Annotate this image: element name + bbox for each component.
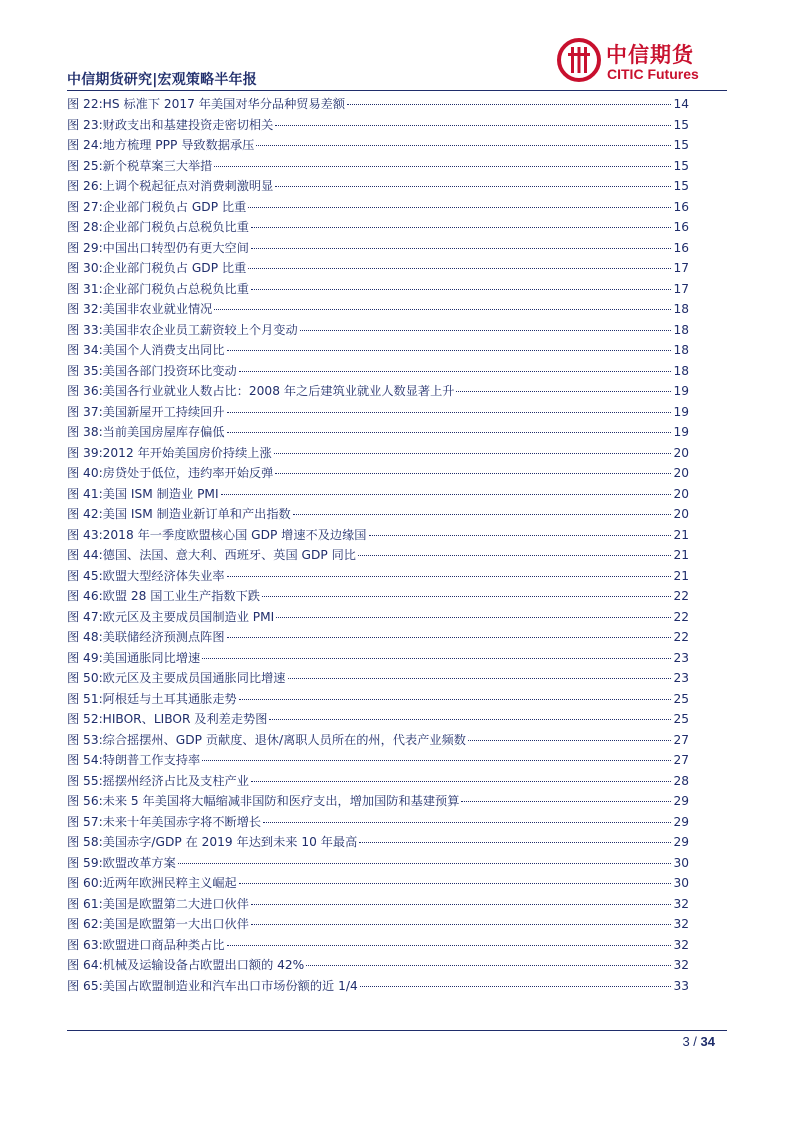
toc-dot-leader [262, 596, 671, 597]
toc-entry-label: 图 34:美国个人消费支出同比 [67, 343, 225, 357]
logo-english-name: CITIC Futures [607, 66, 699, 82]
toc-dot-leader [202, 760, 671, 761]
toc-entry-label: 图 41:美国 ISM 制造业 PMI [67, 486, 219, 501]
toc-dot-leader [288, 678, 672, 679]
toc-entry-label: 图 22:HS 标准下 2017 年美国对华分品种贸易差额 [67, 97, 346, 111]
citic-logo-icon [556, 37, 602, 83]
toc-entry-page: 16 [673, 240, 689, 255]
toc-dot-leader [227, 576, 671, 577]
toc-dot-leader [227, 637, 671, 638]
toc-entry[interactable] [67, 279, 727, 300]
toc-dot-leader [248, 207, 671, 208]
toc-dot-leader [251, 227, 671, 228]
toc-entry-label: 图 43:2018 年一季度欧盟核心国 GDP 增速不及边缘国 [67, 527, 367, 542]
toc-entry-label: 图 46:欧盟 28 国工业生产指数下跌 [67, 589, 260, 603]
toc-dot-leader [456, 391, 671, 392]
toc-dot-leader [306, 965, 671, 966]
toc-entry-page: 17 [673, 261, 689, 275]
toc-entry-page: 18 [673, 322, 689, 337]
toc-entry-page: 22 [673, 630, 689, 644]
toc-entry[interactable] [67, 914, 727, 935]
toc-entry-label: 图 49:美国通胀同比增速 [67, 650, 201, 665]
toc-entry-label: 图 36:美国各行业就业人数占比：2008 年之后建筑业就业人数显著上升 [67, 384, 455, 398]
toc-entry[interactable] [67, 238, 727, 259]
toc-entry-page: 16 [673, 199, 689, 214]
toc-entry-page: 25 [673, 712, 689, 726]
toc-entry[interactable] [67, 545, 727, 566]
toc-entry[interactable] [67, 197, 727, 218]
toc-entry[interactable] [67, 135, 727, 156]
toc-entry-label: 图 55:摇摆州经济占比及支柱产业 [67, 773, 249, 788]
toc-entry-label: 图 58:美国赤字/GDP 在 2019 年达到未来 10 年最高 [67, 835, 358, 849]
toc-entry-page: 15 [673, 158, 689, 173]
toc-entry-page: 15 [673, 117, 689, 132]
toc-entry-label: 图 61:美国是欧盟第二大进口伙伴 [67, 896, 249, 911]
toc-entry[interactable] [67, 832, 727, 853]
citic-futures-logo [556, 37, 716, 87]
toc-entry-label: 图 25:新个税草案三大举措 [67, 158, 213, 173]
toc-entry-page: 27 [673, 753, 689, 767]
toc-entry-page: 20 [673, 466, 689, 480]
toc-entry[interactable] [67, 648, 727, 669]
toc-entry[interactable] [67, 94, 727, 115]
toc-entry[interactable] [67, 894, 727, 915]
toc-entry-page: 21 [673, 527, 689, 542]
toc-entry[interactable] [67, 340, 727, 361]
toc-entry[interactable] [67, 771, 727, 792]
toc-entry-label: 图 42:美国 ISM 制造业新订单和产出指数 [67, 507, 291, 521]
toc-entry[interactable] [67, 668, 727, 689]
toc-entry-label: 图 57:未来十年美国赤字将不断增长 [67, 814, 262, 829]
toc-entry[interactable] [67, 586, 727, 607]
toc-dot-leader [251, 248, 671, 249]
page-current: 3 [682, 1034, 690, 1049]
toc-dot-leader [293, 514, 671, 515]
toc-entry-label: 图 47:欧元区及主要成员国制造业 PMI [67, 609, 275, 624]
toc-entry[interactable] [67, 730, 727, 751]
toc-dot-leader [251, 781, 671, 782]
logo-chinese-name: 中信期货 [606, 43, 694, 67]
toc-entry-page: 15 [673, 138, 689, 152]
toc-dot-leader [263, 822, 671, 823]
toc-entry[interactable] [67, 258, 727, 279]
toc-entry-page: 29 [673, 794, 689, 808]
toc-entry-label: 图 59:欧盟改革方案 [67, 855, 176, 870]
toc-entry-label: 图 51:阿根廷与土耳其通胀走势 [67, 691, 237, 706]
toc-entry-label: 图 35:美国各部门投资环比变动 [67, 363, 237, 378]
toc-entry-label: 图 50:欧元区及主要成员国通胀同比增速 [67, 671, 286, 685]
toc-entry[interactable] [67, 791, 727, 812]
toc-dot-leader [248, 268, 671, 269]
toc-entry-label: 图 32:美国非农业就业情况 [67, 302, 213, 316]
toc-entry-label: 图 53:综合摇摆州、GDP 贡献度、退休/离职人员所在的州，代表产业频数 [67, 732, 466, 747]
toc-entry-page: 18 [673, 343, 689, 357]
toc-entry-page: 21 [673, 548, 689, 562]
toc-entry-label: 图 24:地方梳理 PPP 导致数据承压 [67, 138, 255, 152]
toc-entry[interactable] [67, 484, 727, 505]
toc-entry[interactable] [67, 217, 727, 238]
toc-entry-label: 图 45:欧盟大型经济体失业率 [67, 568, 225, 583]
toc-entry-label: 图 33:美国非农企业员工薪资较上个月变动 [67, 322, 298, 337]
toc-dot-leader [274, 453, 671, 454]
toc-entry[interactable] [67, 566, 727, 587]
toc-dot-leader [227, 945, 671, 946]
toc-entry[interactable] [67, 689, 727, 710]
toc-entry[interactable] [67, 361, 727, 382]
toc-entry-page: 30 [673, 876, 689, 890]
toc-dot-leader [300, 330, 671, 331]
toc-entry-label: 图 26:上调个税起征点对消费刺激明显 [67, 179, 274, 193]
toc-entry-page: 32 [673, 896, 689, 911]
page-number [682, 1034, 715, 1049]
toc-entry[interactable] [67, 320, 727, 341]
toc-entry-page: 20 [673, 445, 689, 460]
toc-entry[interactable] [67, 156, 727, 177]
toc-entry-label: 图 60:近两年欧洲民粹主义崛起 [67, 876, 237, 890]
toc-entry-page: 20 [673, 507, 689, 521]
toc-entry-label: 图 23:财政支出和基建投资走密切相关 [67, 117, 274, 132]
toc-dot-leader [275, 186, 671, 187]
toc-dot-leader [461, 801, 671, 802]
toc-entry[interactable] [67, 115, 727, 136]
toc-entry[interactable] [67, 504, 727, 525]
toc-entry-page: 21 [673, 568, 689, 583]
toc-entry-label: 图 29:中国出口转型仍有更大空间 [67, 240, 249, 255]
toc-entry-page: 23 [673, 671, 689, 685]
toc-entry-page: 32 [673, 958, 689, 972]
toc-entry-label: 图 54:特朗普工作支持率 [67, 753, 201, 767]
toc-dot-leader [221, 494, 671, 495]
toc-dot-leader [468, 740, 671, 741]
toc-entry-label: 图 65:美国占欧盟制造业和汽车出口市场份额的近 1/4 [67, 978, 358, 993]
toc-entry-label: 图 31:企业部门税负占总税负比重 [67, 281, 249, 296]
toc-entry-page: 32 [673, 937, 689, 952]
toc-entry[interactable] [67, 422, 727, 443]
toc-dot-leader [214, 309, 671, 310]
toc-dot-leader [202, 658, 671, 659]
toc-entry[interactable] [67, 627, 727, 648]
toc-entry[interactable] [67, 402, 727, 423]
toc-entry-label: 图 40:房贷处于低位，违约率开始反弹 [67, 466, 274, 480]
toc-entry[interactable] [67, 381, 727, 402]
toc-entry[interactable] [67, 176, 727, 197]
page-separator: / [689, 1034, 701, 1049]
toc-entry[interactable] [67, 463, 727, 484]
header-divider [67, 90, 727, 91]
toc-entry-page: 18 [673, 363, 689, 378]
toc-dot-leader [251, 924, 671, 925]
toc-dot-leader [269, 719, 671, 720]
toc-entry-label: 图 64:机械及运输设备占欧盟出口额的 42% [67, 958, 305, 972]
toc-entry[interactable] [67, 525, 727, 546]
toc-entry-page: 19 [673, 404, 689, 419]
toc-entry-page: 19 [673, 384, 689, 398]
toc-entry-label: 图 52:HIBOR、LIBOR 及利差走势图 [67, 712, 268, 726]
toc-entry-label: 图 39:2012 年开始美国房价持续上涨 [67, 445, 272, 460]
toc-entry-page: 29 [673, 835, 689, 849]
toc-entry[interactable] [67, 853, 727, 874]
toc-dot-leader [256, 145, 671, 146]
toc-entry-page: 22 [673, 589, 689, 603]
toc-entry[interactable] [67, 812, 727, 833]
figure-index-list [67, 94, 727, 996]
toc-entry[interactable] [67, 976, 727, 997]
toc-dot-leader [347, 104, 671, 105]
toc-entry-label: 图 37:美国新屋开工持续回升 [67, 404, 225, 419]
toc-entry[interactable] [67, 750, 727, 771]
toc-entry[interactable] [67, 873, 727, 894]
toc-entry-page: 27 [673, 732, 689, 747]
toc-entry-label: 图 30:企业部门税负占 GDP 比重 [67, 261, 247, 275]
toc-entry-page: 19 [673, 425, 689, 439]
toc-entry[interactable] [67, 709, 727, 730]
toc-entry-page: 28 [673, 773, 689, 788]
toc-entry-page: 15 [673, 179, 689, 193]
toc-entry[interactable] [67, 955, 727, 976]
toc-entry-page: 33 [673, 978, 689, 993]
toc-entry-label: 图 27:企业部门税负占 GDP 比重 [67, 199, 247, 214]
toc-dot-leader [251, 904, 671, 905]
toc-dot-leader [275, 125, 671, 126]
toc-entry-page: 20 [673, 486, 689, 501]
toc-entry-page: 17 [673, 281, 689, 296]
report-header-title: 中信期货研究|宏观策略半年报 [67, 72, 257, 88]
toc-dot-leader [251, 289, 671, 290]
toc-entry-label: 图 44:德国、法国、意大利、西班牙、英国 GDP 同比 [67, 548, 356, 562]
toc-entry-label: 图 38:当前美国房屋库存偏低 [67, 425, 225, 439]
toc-entry[interactable] [67, 443, 727, 464]
toc-entry-page: 23 [673, 650, 689, 665]
toc-dot-leader [358, 555, 671, 556]
toc-entry-label: 图 56:未来 5 年美国将大幅缩减非国防和医疗支出，增加国防和基建预算 [67, 794, 460, 808]
page-total: 34 [700, 1034, 715, 1049]
toc-entry-label: 图 28:企业部门税负占总税负比重 [67, 220, 249, 234]
toc-dot-leader [239, 883, 671, 884]
toc-entry-label: 图 63:欧盟进口商品种类占比 [67, 937, 225, 952]
toc-entry-page: 29 [673, 814, 689, 829]
toc-dot-leader [214, 166, 671, 167]
toc-dot-leader [359, 842, 671, 843]
toc-entry-label: 图 48:美联储经济预测点阵图 [67, 630, 225, 644]
toc-dot-leader [360, 986, 671, 987]
toc-dot-leader [178, 863, 671, 864]
toc-dot-leader [239, 699, 671, 700]
toc-entry-page: 18 [673, 302, 689, 316]
toc-dot-leader [275, 473, 671, 474]
toc-entry-label: 图 62:美国是欧盟第一大出口伙伴 [67, 917, 249, 931]
footer-divider [67, 1030, 727, 1031]
toc-dot-leader [239, 371, 671, 372]
toc-dot-leader [369, 535, 672, 536]
toc-entry-page: 16 [673, 220, 689, 234]
toc-entry-page: 25 [673, 691, 689, 706]
toc-entry-page: 22 [673, 609, 689, 624]
toc-dot-leader [227, 350, 671, 351]
toc-entry[interactable] [67, 299, 727, 320]
toc-entry-page: 14 [673, 97, 689, 111]
toc-dot-leader [276, 617, 671, 618]
toc-entry[interactable] [67, 607, 727, 628]
toc-dot-leader [227, 412, 671, 413]
toc-entry[interactable] [67, 935, 727, 956]
toc-entry-page: 32 [673, 917, 689, 931]
toc-dot-leader [227, 432, 671, 433]
toc-entry-page: 30 [673, 855, 689, 870]
